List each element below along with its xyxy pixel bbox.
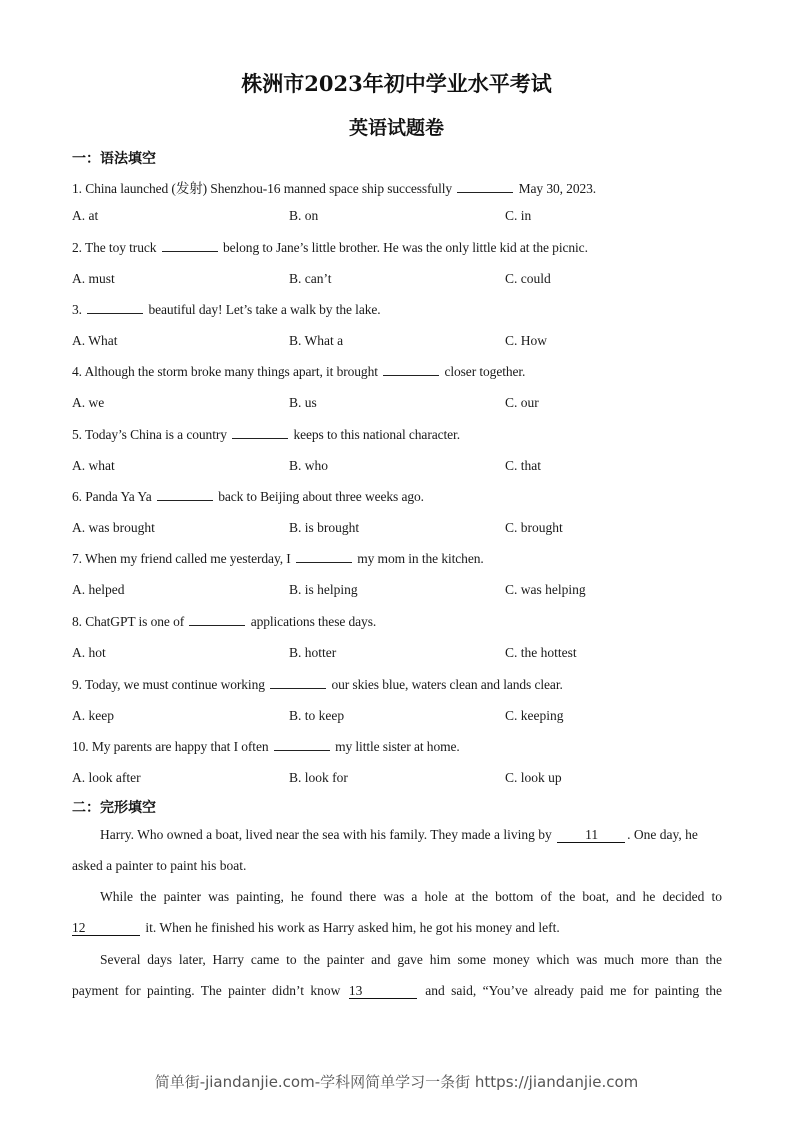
passage-line <box>100 952 722 968</box>
passage-text: Harry. Who owned a boat, lived near the sea with his family. They made a living by <box>100 827 552 842</box>
cloze-blank-13[interactable]: 13 <box>349 984 417 999</box>
question-text: closer together. <box>444 364 526 379</box>
question-text: belong to Jane’s little brother. He was the only little kid at the picnic. <box>222 240 588 255</box>
options-row <box>72 458 752 476</box>
option-c[interactable]: C. could <box>505 271 551 286</box>
answer-blank[interactable] <box>457 182 513 193</box>
passage-line <box>72 827 698 843</box>
option-b[interactable]: B. is brought <box>289 520 360 535</box>
question-text: beautiful day! Let’s take a walk by the lake. <box>148 302 381 317</box>
question-text: my mom in the kitchen. <box>357 551 484 566</box>
answer-blank[interactable] <box>162 241 218 252</box>
option-b[interactable]: B. us <box>289 395 317 410</box>
options-row <box>72 395 752 413</box>
options-row <box>72 708 752 726</box>
answer-blank[interactable] <box>383 365 439 376</box>
options-row <box>72 582 752 600</box>
options-row <box>72 271 752 289</box>
question-text: our skies blue, waters clean and lands clear. <box>331 677 563 692</box>
footer-watermark: 简单街-jiandanjie.com-学科网简单学习一条街 https://jiandanjie.com <box>154 1073 639 1091</box>
option-a[interactable]: A. what <box>72 458 115 473</box>
question-8 <box>72 614 376 630</box>
exam-subtitle: 英语试题卷 <box>348 117 444 139</box>
answer-blank[interactable] <box>270 678 326 689</box>
question-3 <box>72 302 381 318</box>
passage-line <box>72 858 722 874</box>
answer-blank[interactable] <box>157 490 213 501</box>
option-c[interactable]: C. was helping <box>505 582 586 597</box>
question-text: 1. China launched (发射) Shenzhou-16 manned space ship successfully <box>72 181 453 196</box>
passage-text: . One day, he <box>627 827 698 842</box>
question-10 <box>72 739 460 755</box>
passage-line <box>72 983 722 999</box>
section-heading-grammar: 一：语法填空 <box>72 151 156 167</box>
option-b[interactable]: B. who <box>289 458 329 473</box>
option-b[interactable]: B. is helping <box>289 582 358 597</box>
question-6 <box>72 489 424 505</box>
options-row <box>72 208 752 226</box>
question-1 <box>72 177 596 197</box>
answer-blank[interactable] <box>296 552 352 563</box>
options-row <box>72 770 752 788</box>
passage-text: While the painter was painting, he found there was a hole at the bottom of the boat, and he decided to <box>100 889 722 904</box>
question-4 <box>72 364 525 380</box>
passage-line <box>100 889 722 905</box>
question-text: my little sister at home. <box>335 739 460 754</box>
option-b[interactable]: B. on <box>289 208 319 223</box>
passage-line <box>72 920 722 936</box>
question-text: 2. The toy truck <box>72 240 157 255</box>
answer-blank[interactable] <box>189 615 245 626</box>
answer-blank[interactable] <box>232 428 288 439</box>
question-text: 3. <box>72 302 82 317</box>
option-a[interactable]: A. helped <box>72 582 125 597</box>
option-a[interactable]: A. we <box>72 395 105 410</box>
option-b[interactable]: B. hotter <box>289 645 337 660</box>
answer-blank[interactable] <box>87 303 143 314</box>
passage-text: asked a painter to paint his boat. <box>72 858 247 873</box>
question-text: applications these days. <box>250 614 377 629</box>
option-a[interactable]: A. keep <box>72 708 114 723</box>
passage-text: payment for painting. The painter didn’t know <box>72 983 341 998</box>
answer-blank[interactable] <box>274 740 330 751</box>
section-heading-cloze: 二：完形填空 <box>72 800 156 816</box>
options-row <box>72 520 752 538</box>
option-a[interactable]: A. look after <box>72 770 141 785</box>
option-b[interactable]: B. can’t <box>289 271 332 286</box>
option-b[interactable]: B. to keep <box>289 708 345 723</box>
option-c[interactable]: C. in <box>505 208 532 223</box>
question-text: 10. My parents are happy that I often <box>72 739 269 754</box>
exam-title: 株洲市2023年初中学业水平考试 <box>241 71 552 96</box>
option-c[interactable]: C. brought <box>505 520 563 535</box>
option-a[interactable]: A. at <box>72 208 99 223</box>
passage-text: it. When he finished his work as Harry asked him, he got his money and left. <box>145 920 560 935</box>
option-a[interactable]: A. What <box>72 333 118 348</box>
option-c[interactable]: C. our <box>505 395 539 410</box>
option-b[interactable]: B. What a <box>289 333 344 348</box>
options-row <box>72 645 752 663</box>
question-2 <box>72 240 588 256</box>
question-text: back to Beijing about three weeks ago. <box>218 489 424 504</box>
option-b[interactable]: B. look for <box>289 770 348 785</box>
option-c[interactable]: C. keeping <box>505 708 564 723</box>
question-5 <box>72 427 460 443</box>
question-text: 8. ChatGPT is one of <box>72 614 185 629</box>
passage-text: Several days later, Harry came to the painter and gave him some money which was much more than the <box>100 952 722 967</box>
option-c[interactable]: C. How <box>505 333 548 348</box>
passage-text: and said, “You’ve already paid me for painting the <box>425 983 722 998</box>
cloze-blank-11[interactable]: 11 <box>557 828 625 843</box>
question-text: keeps to this national character. <box>293 427 460 442</box>
option-a[interactable]: A. hot <box>72 645 106 660</box>
question-text: 4. Although the storm broke many things apart, it brought <box>72 364 378 379</box>
option-c[interactable]: C. the hottest <box>505 645 577 660</box>
option-c[interactable]: C. look up <box>505 770 562 785</box>
option-c[interactable]: C. that <box>505 458 541 473</box>
options-row <box>72 333 752 351</box>
option-a[interactable]: A. was brought <box>72 520 155 535</box>
question-9 <box>72 677 563 693</box>
question-text: 6. Panda Ya Ya <box>72 489 152 504</box>
cloze-blank-12[interactable]: 12 <box>72 921 140 936</box>
question-text: 5. Today’s China is a country <box>72 427 227 442</box>
question-text: 7. When my friend called me yesterday, I <box>72 551 291 566</box>
option-a[interactable]: A. must <box>72 271 115 286</box>
question-text: May 30, 2023. <box>518 181 597 196</box>
question-text: 9. Today, we must continue working <box>72 677 265 692</box>
question-7 <box>72 551 484 567</box>
